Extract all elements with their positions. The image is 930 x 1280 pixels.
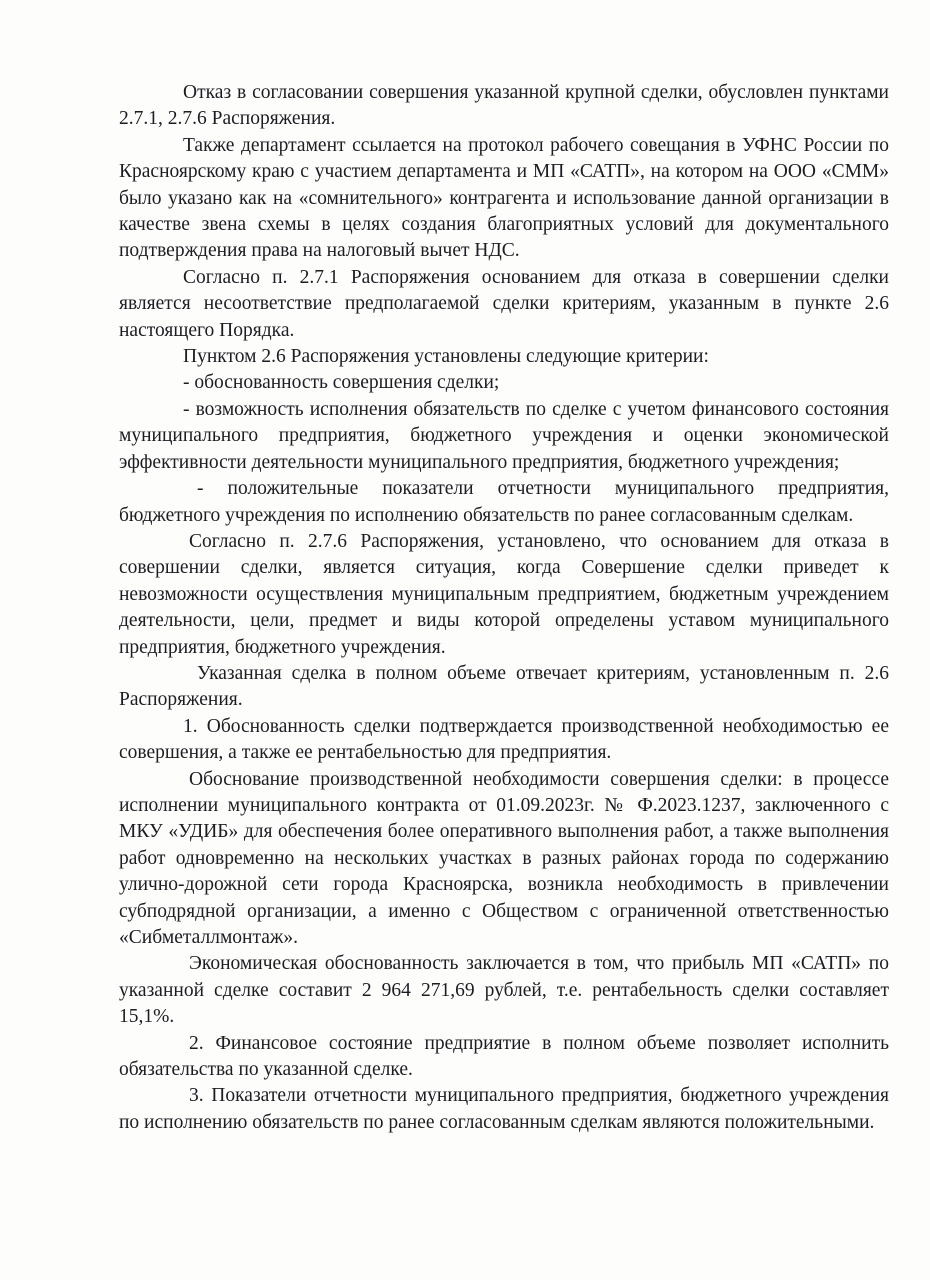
paragraph-justification: Обоснование производственной необходимости совершения сделки: в процессе исполнении муниципального контракта от 01.09.2023г. № Ф.2023.1237, заключенного с МКУ «УДИБ» для обеспечения более оперативного выполнения работ, а также выполнения работ одновременно на нескольких участках в разных районах города по содержанию улично-дорожной сети города Красноярска, возникла необходимость в привлечении субподрядной организации, а именно с Обществом с ограниченной ответственностью «Сибметаллмонтаж». xyxy=(119,768,889,948)
paragraph-economic: Экономическая обоснованность заключается в том, что прибыль МП «САТП» по указанной сделке составит 2 964 271,69 рублей, т.е. рентабельность сделки составляет 15,1%. xyxy=(119,953,889,1028)
numbered-item-2: 2. Финансовое состояние предприятие в полном объеме позволяет исполнить обязательства по указанной сделке. xyxy=(119,1032,889,1081)
document-body xyxy=(119,80,889,1136)
paragraph-refusal: Отказ в согласовании совершения указанной крупной сделки, обусловлен пунктами 2.7.1, 2.7.6 Распоряжения. xyxy=(119,82,889,130)
criteria-item-3: - положительные показатели отчетности муниципального предприятия, бюджетного учреждения по исполнению обязательств по ранее согласованным сделкам. xyxy=(119,478,889,526)
criteria-item-2: - возможность исполнения обязательств по сделке с учетом финансового состояния муниципального предприятия, бюджетного учреждения и оценки экономической эффективности деятельности муниципального предприятия, бюджетного учреждения; xyxy=(119,398,889,473)
paragraph-protocol: Также департамент ссылается на протокол рабочего совещания в УФНС России по Красноярскому краю с участием департамента и МП «САТП», на котором на ООО «СММ» было указано как на «сомнительного» контрагента и использование данной организации в качестве звена схемы в целях создания благоприятных условий для документального подтверждения права на налоговый вычет НДС. xyxy=(119,134,889,262)
numbered-item-3: 3. Показатели отчетности муниципального предприятия, бюджетного учреждения по исполнению обязательств по ранее согласованным сделкам являются положительными. xyxy=(119,1085,889,1133)
paragraph-clause-2-7-6: Согласно п. 2.7.6 Распоряжения, установлено, что основанием для отказа в совершении сделки, является ситуация, когда Совершение сделки приведет к невозможности осуществления муниципальным предприятием, бюджетным учреждением деятельности, цели, предмет и виды которой определены уставом муниципального предприятия, бюджетного учреждения. xyxy=(119,530,889,658)
paragraph-compliance: Указанная сделка в полном объеме отвечает критериям, установленным п. 2.6 Распоряжения. xyxy=(119,662,889,711)
numbered-item-1: 1. Обоснованность сделки подтверждается производственной необходимостью ее совершения, а также ее рентабельностью для предприятия. xyxy=(119,715,889,764)
paragraph-criteria-intro: Пунктом 2.6 Распоряжения установлены следующие критерии: xyxy=(183,346,709,368)
criteria-item-1: - обоснованность совершения сделки; xyxy=(183,372,500,394)
paragraph-clause-2-7-1: Согласно п. 2.7.1 Распоряжения основанием для отказа в совершении сделки является несоответствие предполагаемой сделки критериям, указанным в пункте 2.6 настоящего Порядка. xyxy=(119,266,889,341)
